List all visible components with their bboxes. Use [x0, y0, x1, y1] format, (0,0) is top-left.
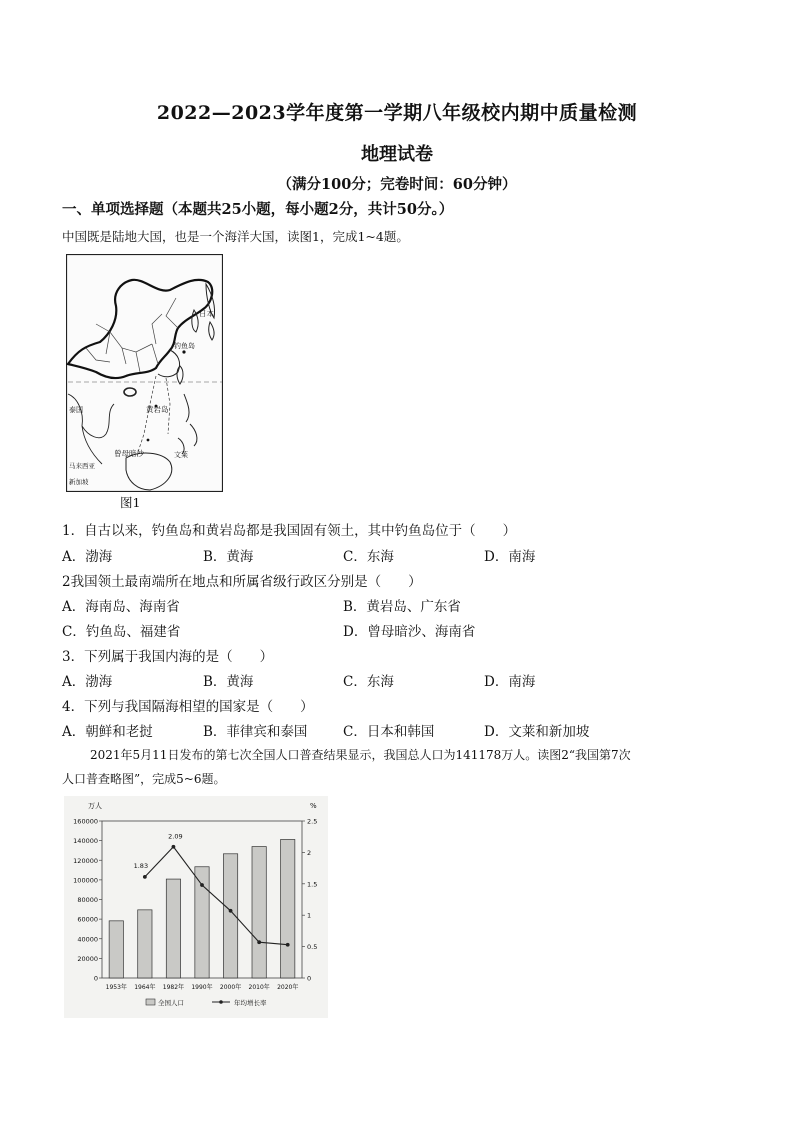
y-right-tick-label: 2.5	[307, 817, 318, 826]
q4-option-b[interactable]: B．菲律宾和泰国	[203, 724, 308, 740]
y-right-tick-label: 2	[307, 848, 312, 857]
x-tick-label: 2000年	[219, 984, 242, 991]
legend-label: 全国人口	[158, 999, 184, 1007]
exam-title: 2022—2023学年度第一学期八年级校内期中质量检测	[156, 102, 638, 124]
data-label: 2.09	[168, 832, 183, 841]
growth-rate-point	[229, 909, 233, 913]
subject-title: 地理试卷	[361, 144, 433, 165]
x-tick-label: 2010年	[248, 984, 270, 991]
passage-line2: 人口普查略图”，完成5~6题。	[62, 772, 226, 786]
label-huangyan: 黄岩岛	[146, 405, 169, 414]
label-malaysia: 马来西亚	[69, 462, 95, 470]
y-left-tick-label: 40000	[77, 935, 98, 944]
q1-option-a[interactable]: A．渤海	[62, 549, 113, 565]
q1-option-c[interactable]: C．东海	[343, 549, 394, 565]
q3-option-d[interactable]: D．南海	[484, 674, 536, 690]
q4-option-c[interactable]: C．日本和韩国	[343, 724, 435, 740]
population-bar	[109, 921, 123, 978]
figure1-map	[66, 254, 223, 492]
map-drawing	[66, 254, 223, 492]
q1-stem: 1．自古以来，钓鱼岛和黄岩岛都是我国固有领土，其中钓鱼岛位于（ ）	[62, 523, 517, 539]
y-right-tick-label: 0.5	[307, 943, 318, 952]
q4-option-d[interactable]: D．文莱和新加坡	[484, 724, 590, 740]
q4-option-a[interactable]: A．朝鲜和老挝	[62, 724, 153, 740]
growth-rate-point	[143, 875, 147, 879]
population-bar	[252, 847, 266, 978]
x-tick-label: 1953年	[105, 984, 127, 991]
y-left-tick-label: 20000	[77, 954, 98, 963]
y-left-tick-label: 140000	[73, 837, 98, 846]
figure1-caption: 图1	[120, 495, 141, 510]
label-zengmu: 曾母暗沙	[114, 449, 144, 458]
q3-stem: 3．下列属于我国内海的是（ ）	[62, 649, 274, 665]
growth-rate-point	[200, 883, 204, 887]
label-japan: 日本	[199, 309, 214, 318]
x-tick-label: 1982年	[162, 984, 185, 991]
y-left-tick-label: 80000	[77, 896, 98, 904]
label-brunei: 文莱	[174, 451, 188, 459]
exam-info: （满分100分；完卷时间：60分钟）	[277, 176, 517, 193]
x-tick-label: 2020年	[277, 984, 299, 991]
growth-rate-point	[286, 943, 290, 947]
q3-option-b[interactable]: B．黄海	[203, 674, 254, 690]
y-left-tick-label: 160000	[73, 817, 98, 826]
population-bar	[281, 839, 295, 978]
population-bar	[138, 910, 152, 978]
passage-line1: 2021年5月11日发布的第七次全国人口普查结果显示，我国总人口为141178万人。读图2“我国第7次	[90, 748, 631, 762]
q2-option-d[interactable]: D．曾母暗沙、海南省	[343, 624, 476, 640]
y-right-tick-label: 1	[307, 911, 312, 920]
population-bar	[166, 879, 180, 978]
legend-swatch-bar	[146, 999, 155, 1005]
population-chart-svg	[64, 796, 328, 1018]
q2-option-b[interactable]: B．黄岩岛、广东省	[343, 599, 461, 615]
growth-rate-point	[257, 940, 261, 944]
y-left-tick-label: 60000	[77, 915, 98, 924]
y-right-tick-label: 1.5	[307, 880, 318, 889]
y-right-unit: %	[310, 802, 317, 810]
data-label: 1.83	[133, 861, 149, 870]
q3-option-a[interactable]: A．渤海	[62, 674, 113, 690]
q3-option-c[interactable]: C．东海	[343, 674, 394, 690]
q4-stem: 4．下列与我国隔海相望的国家是（ ）	[62, 699, 314, 715]
growth-rate-point	[172, 845, 176, 849]
y-left-unit: 万人	[88, 802, 102, 810]
label-singapore: 新加坡	[69, 478, 89, 486]
x-tick-label: 1990年	[191, 984, 213, 991]
q2-option-a[interactable]: A．海南岛、海南省	[62, 599, 180, 615]
y-left-tick-label: 0	[93, 974, 98, 983]
q2-option-c[interactable]: C．钓鱼岛、福建省	[62, 624, 181, 640]
legend-label: 年均增长率	[234, 999, 267, 1007]
section-intro: 中国既是陆地大国，也是一个海洋大国，读图1，完成1~4题。	[62, 229, 409, 244]
y-right-tick-label: 0	[307, 974, 312, 983]
q1-option-b[interactable]: B．黄海	[203, 549, 254, 565]
y-left-tick-label: 100000	[73, 876, 98, 885]
label-thailand: 泰国	[69, 406, 83, 414]
label-diaoyu: 钓鱼岛	[174, 342, 195, 350]
figure2-chart	[64, 796, 328, 1018]
q2-stem: 2我国领土最南端所在地点和所属省级行政区分别是（ ）	[62, 574, 422, 590]
y-left-tick-label: 120000	[73, 856, 98, 865]
q1-option-d[interactable]: D．南海	[484, 549, 536, 565]
legend-swatch-point	[219, 1000, 223, 1004]
section-heading: 一、单项选择题（本题共25小题，每小题2分，共计50分。）	[62, 201, 454, 218]
x-tick-label: 1964年	[134, 984, 156, 991]
